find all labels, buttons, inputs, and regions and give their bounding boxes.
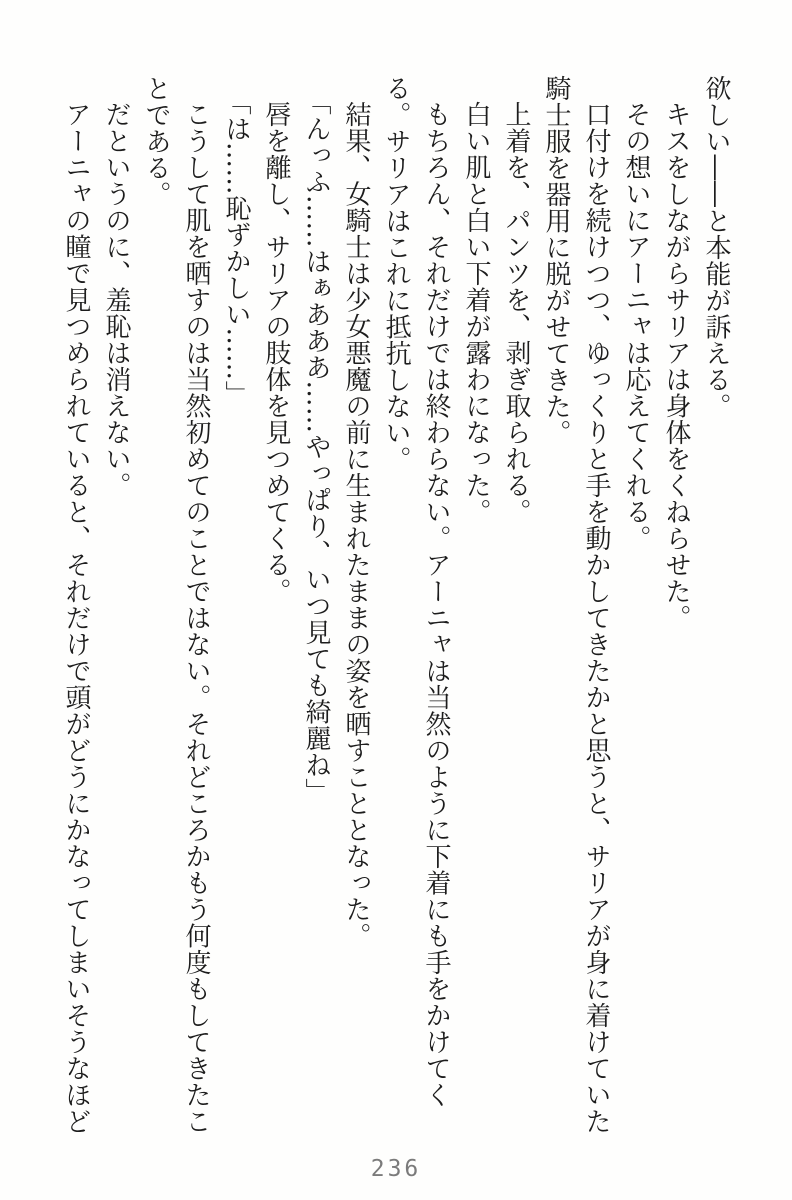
paragraph: 白い肌と白い下着が露わになった。 — [461, 101, 491, 525]
paragraph: アーニャの瞳で見つめられていると、それだけで頭がどうにかなってしまいそうなほど — [61, 101, 91, 1135]
paragraph: 唇を離し、サリアの肢体を見つめてくる。 — [261, 101, 291, 605]
paragraph: だというのに、羞恥は消えない。 — [101, 101, 131, 499]
page-number: 236 — [370, 1156, 422, 1182]
paragraph: こうして肌を晒すのは当然初めてのことではない。それどころかもう何度もしてきたことである。 — [141, 75, 211, 1135]
paragraph-dialogue: 「は……恥ずかしい……」 — [221, 89, 251, 408]
paragraph: 上着を、パンツを、剥ぎ取られる。 — [501, 101, 531, 525]
paragraph: キスをしながらサリアは身体をくねらせた。 — [661, 101, 691, 631]
paragraph: 結果、女騎士は少女悪魔の前に生まれたままの姿を晒すこととなった。 — [341, 101, 371, 949]
paragraph: 欲しい――と本能が訴える。 — [701, 75, 731, 420]
vertical-text-block — [56, 75, 736, 1147]
paragraph: 口付けを続けつつ、ゆっくりと手を動かしてきたかと思うと、サリアが身に着けていた騎士服を器用に脱がせてきた。 — [541, 75, 611, 1135]
paragraph: その想いにアーニャは応えてくれる。 — [621, 101, 651, 552]
paragraph: もちろん、それだけでは終わらない。アーニャは当然のように下着にも手をかけてくる。サリアはこれに抵抗しない。 — [381, 75, 451, 1108]
paragraph-dialogue: 「んっふ……はぁあああ……やっぱり、いつ見ても綺麗ね」 — [301, 89, 331, 805]
